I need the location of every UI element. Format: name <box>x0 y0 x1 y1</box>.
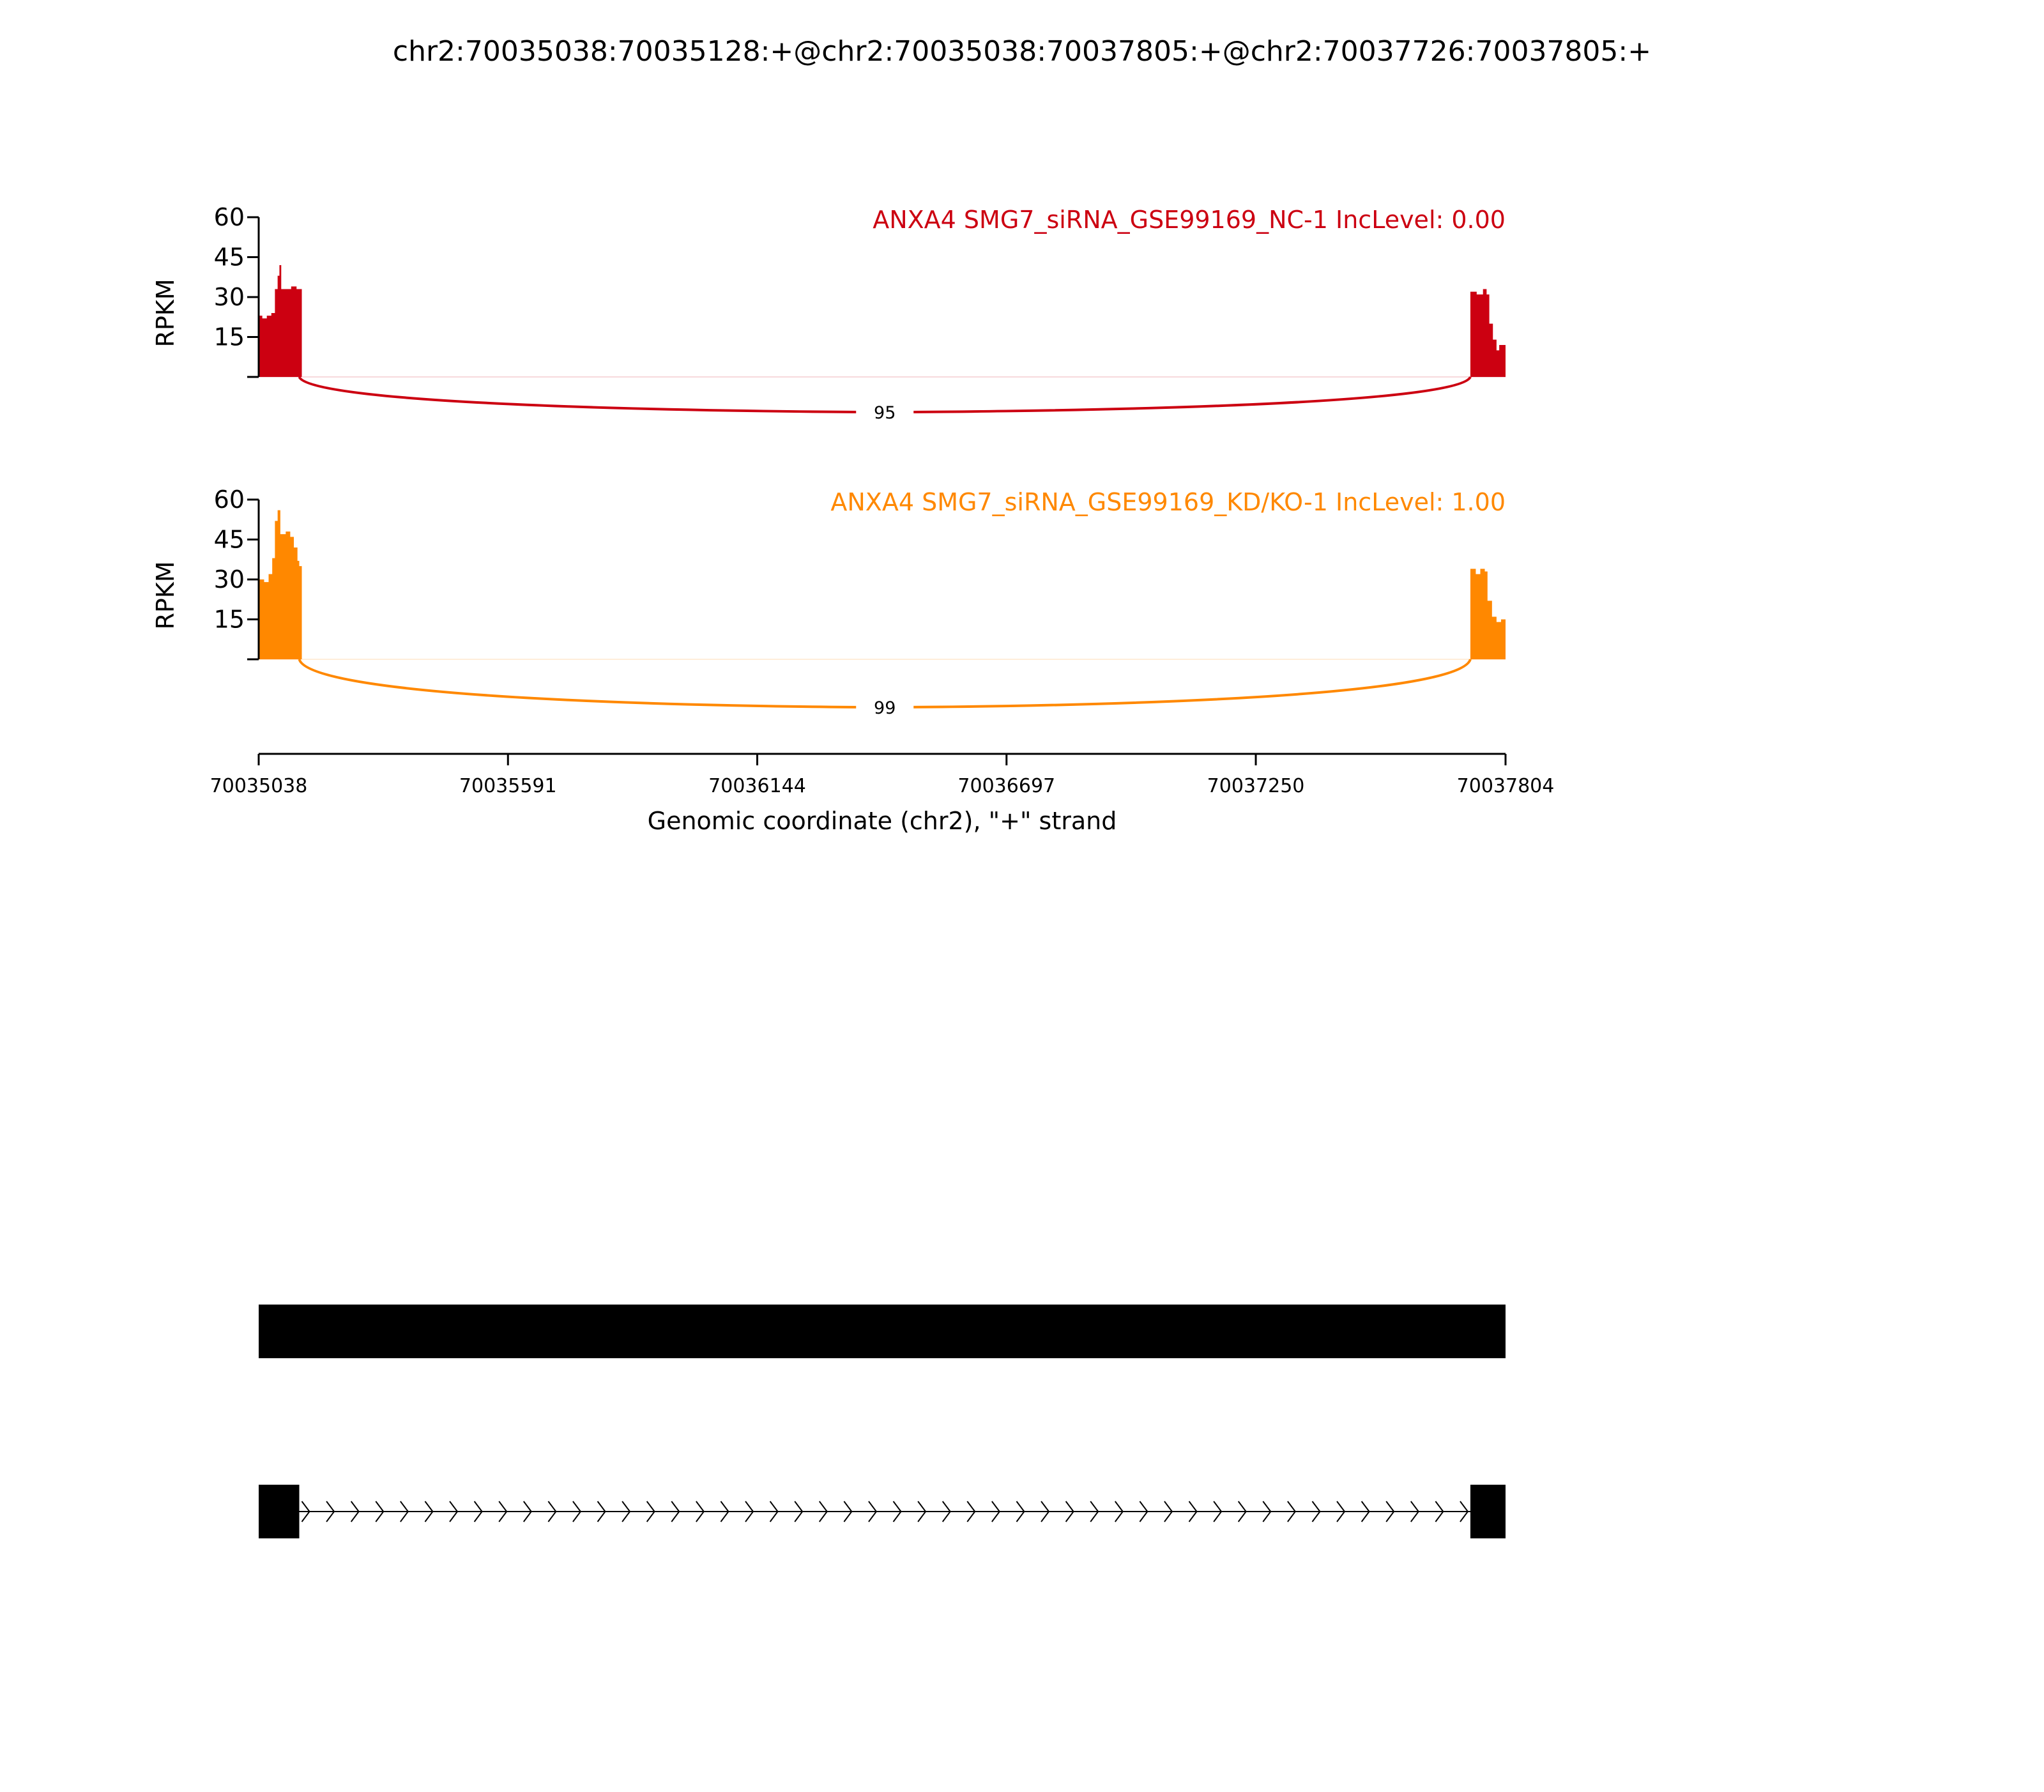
x-tick-label: 70035038 <box>210 775 308 797</box>
x-tick-label: 70037250 <box>1207 775 1305 797</box>
isoform-skipping-exon-2 <box>1470 1485 1506 1538</box>
x-tick-label: 70036144 <box>708 775 806 797</box>
coverage-area-exon-2 <box>1470 569 1506 659</box>
junction-count-label: 99 <box>874 698 896 718</box>
y-tick-label: 45 <box>213 243 245 272</box>
y-tick-label: 30 <box>213 283 245 311</box>
isoform-skipping-exon-1 <box>259 1485 300 1538</box>
y-tick-label: 60 <box>213 486 245 514</box>
y-axis-label: RPKM <box>151 561 179 630</box>
y-tick-label: 15 <box>213 323 245 351</box>
x-tick-label: 70037804 <box>1456 775 1555 797</box>
y-tick-label: 30 <box>213 565 245 594</box>
junction-count-label: 95 <box>874 403 896 423</box>
track-label: ANXA4 SMG7_siRNA_GSE99169_NC-1 IncLevel: 0.00 <box>873 206 1506 234</box>
x-tick-label: 70035591 <box>459 775 557 797</box>
track-2 <box>151 486 1506 720</box>
y-tick-label: 45 <box>213 525 245 554</box>
x-axis-label: Genomic coordinate (chr2), "+" strand <box>647 807 1117 835</box>
y-tick-label: 15 <box>213 605 245 634</box>
x-tick-label: 70036697 <box>957 775 1056 797</box>
gene-models <box>259 1305 1506 1538</box>
coverage-area-exon-1 <box>259 510 302 659</box>
y-axis-label: RPKM <box>151 279 179 348</box>
x-axis <box>210 754 1555 835</box>
coverage-tracks <box>151 203 1506 720</box>
coverage-area-exon-2 <box>1470 289 1506 378</box>
track-label: ANXA4 SMG7_siRNA_GSE99169_KD/KO-1 IncLevel: 1.00 <box>830 488 1506 516</box>
figure-title: chr2:70035038:70035128:+@chr2:70035038:70037805:+@chr2:70037726:70037805:+ <box>392 35 1652 68</box>
coverage-area-exon-1 <box>259 265 302 377</box>
isoform-inclusion-exon <box>259 1305 1506 1358</box>
track-1 <box>151 203 1506 425</box>
y-tick-label: 60 <box>213 203 245 231</box>
